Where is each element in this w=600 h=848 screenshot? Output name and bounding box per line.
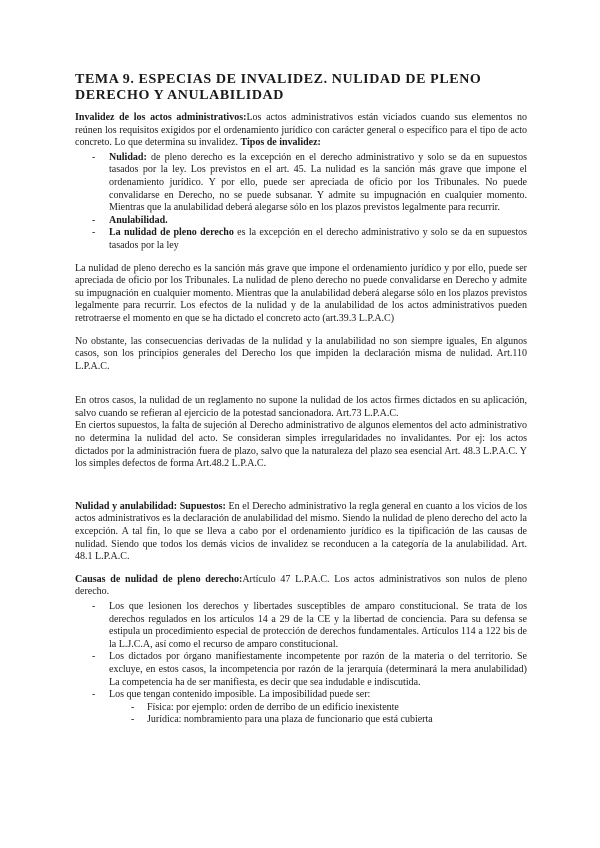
list-item: - La nulidad de pleno derecho es la excepción en el derecho administrativo y solo se da en supuestos tasados por la ley xyxy=(109,227,527,252)
paragraph: En ciertos supuestos, la falta de sujeción al Derecho administrativo de algunos elementos del acto administrativo no determina la nulidad del acto. Se consideran simples irregularidades no invalidantes. Por ej: los actos dictados por la administración fuera de plazo, salvo que la naturaleza del plazo sea esencial Art. 48.3 L.P.A.C. Y los simples defectos de forma Art.48.2 L.P.A.C. xyxy=(75,420,527,470)
causas-list xyxy=(75,601,527,727)
supuestos-paragraph: Nulidad y anulabilidad: Supuestos: En el Derecho administrativo la regla general en cuanto a los vicios de los actos administrativos es la declaración de anulabilidad del mismo. Siendo la nulidad de pleno derecho del acto la excepción. A tal fin, lo que se lleva a cabo por el ordenamiento jurídico es la tipificación de las causas de nulidad. Siendo que todos los demás vicios de invalidez se reconducen a la categoría de la anulabilidad. Art. 48.1 L.P.A.C. xyxy=(75,500,527,563)
sub-list-item: - Jurídica: nombramiento para una plaza de funcionario que está cubierta xyxy=(147,714,527,727)
list-item: - Los que lesionen los derechos y libertades susceptibles de amparo constitucional. Se trata de los derechos regulados en los artículos 14 a 29 de la CE y la libertad de conciencia. Para su defensa se estipula un procedimiento especial de protección de derechos fundamentales. Artículos 114 a 122 bis de la L.J.C.A, así como el recurso de amparo constitucional. xyxy=(109,601,527,651)
document-page xyxy=(75,72,527,727)
paragraph: En otros casos, la nulidad de un reglamento no supone la nulidad de los actos firmes dictados en su aplicación, salvo cuando se refieran al ejercicio de la potestad sancionadora. Art.73 L.P.A.C. xyxy=(75,395,527,419)
intro-paragraph xyxy=(75,112,527,150)
intro-label: Invalidez de los actos administrativos: xyxy=(75,112,247,123)
list-item: - Anulabilidad. xyxy=(109,215,527,228)
paragraph: No obstante, las consecuencias derivadas de la nulidad y la anulabilidad no son siempre iguales, En algunos casos, son los principios generales del Derecho los que impiden la declaración misma de nulidad. Art.110 L.P.A.C. xyxy=(75,335,527,372)
supuestos-label: Nulidad y anulabilidad: Supuestos: xyxy=(75,500,226,512)
list-item: - Los dictados por órgano manifiestamente incompetente por razón de la materia o del territorio. Se excluye, en estos casos, la incompetencia por razón de la jerarquía (determinará la mera anulabilidad) La competencia ha de ser manifiesta, es decir que sea indudable e indiscutida. xyxy=(109,651,527,689)
causas-paragraph: Causas de nulidad de pleno derecho:Artículo 47 L.P.A.C. Los actos administrativos son nulos de pleno derecho. xyxy=(75,573,527,598)
sub-list xyxy=(109,702,527,727)
sub-list-item: - Física: por ejemplo: orden de derribo de un edificio inexistente xyxy=(147,702,527,715)
tipos-list xyxy=(75,152,527,253)
list-item: - Nulidad: de pleno derecho es la excepción en el derecho administrativo y solo se da en supuestos tasados por la ley. Los previstos en el art. 45. La nulidad es la sanción más grave que impone el ordenamiento jurídico. Y por ello, puede ser apreciada de oficio por los Tribunales. No puede convalidarse en Derecho, no se puede subsanar. Y admite su impugnación en cualquier momento. Mientras que la anulabilidad deberá alegarse sólo en los plazos previstos legalmente para recurrir. xyxy=(109,152,527,215)
tipos-label: Tipos de invalidez: xyxy=(240,137,321,149)
causas-label: Causas de nulidad de pleno derecho: xyxy=(75,573,243,585)
page-title: TEMA 9. ESPECIAS DE INVALIDEZ. NULIDAD DE PLENO DERECHO Y ANULABILIDAD xyxy=(75,72,482,103)
intro-text: Los actos administrativos están viciados cuando sus elementos no reúnen los requisitos exigidos por el ordenamiento jurídico con carácter general o específico para el tipo de acto concreto. Lo que determina su invalidez. xyxy=(75,112,528,149)
paragraph: La nulidad de pleno derecho es la sanción más grave que impone el ordenamiento jurídico y por ello, puede ser apreciada de oficio por los Tribunales. La nulidad de pleno derecho no puede convalidarse en Derecho y admite su impugnación en cualquier momento. Mientras que la anulabilidad deberá alegarse sólo en los plazos previstos legalmente para recurrir. Los efectos de la nulidad y de la anulabilidad de los actos administrativos pueden retrotraerse el momento en que se ha dictado el concreto acto (art.39.3 L.P.A.C) xyxy=(75,262,527,324)
list-item: - Los que tengan contenido imposible. La imposibilidad puede ser: - Física: por ejemplo: orden de derribo de un edificio inexistente - Jurídica: nombramiento para una plaza de funcionario que está cubierta xyxy=(109,689,527,727)
